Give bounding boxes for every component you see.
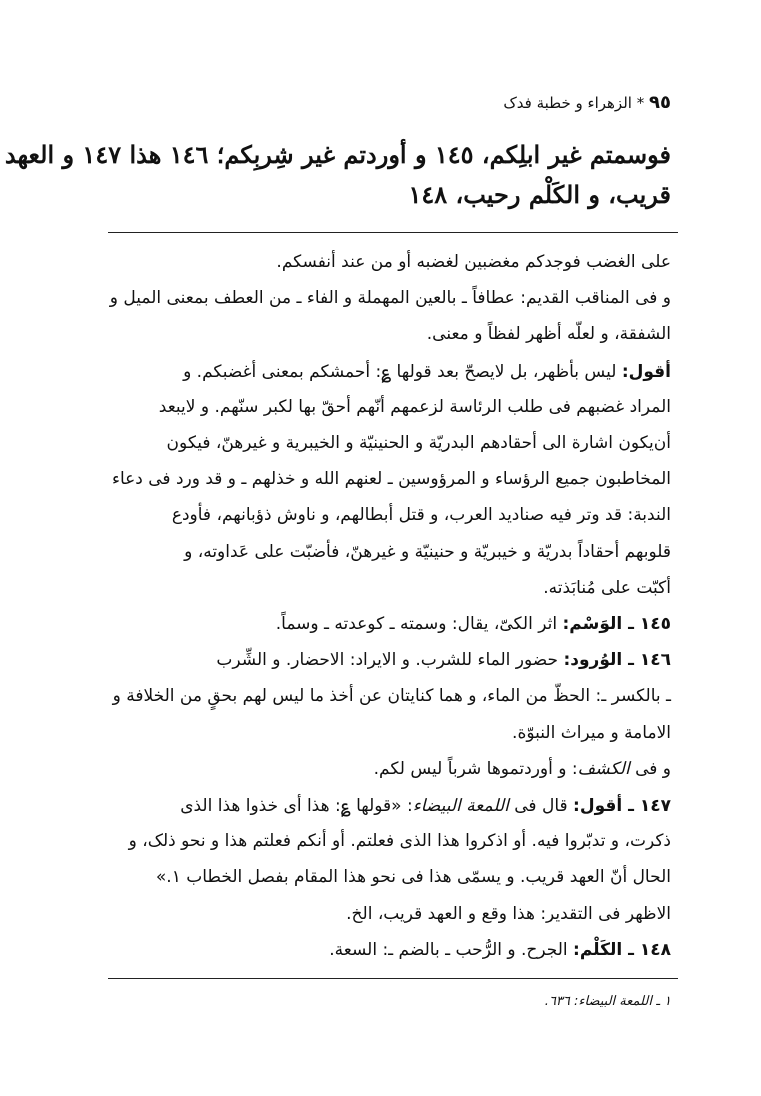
text-run: اثر الکیّ، یقال: وسمته ـ کوعدته ـ وسماً. — [275, 614, 563, 634]
text-run: المخاطبون جمیع الرؤساء و المرؤوسین ـ لعنهم الله و خذلهم ـ و قد ورد فی دعاء — [111, 469, 671, 490]
running-title: الزهراء و خطبة فدک — [503, 94, 632, 112]
text-run: : «قولها ؏: هذا أی خذوا هذا الذی — [180, 796, 413, 816]
text-run: ١٤٨ ـ الکَلْم: — [573, 939, 671, 960]
text-run: و فی المناقب القدیم: عطافاً ـ بالعین المهملة و الفاء ـ من العطف بمعنی المیل و — [109, 288, 671, 309]
commentary-line — [183, 361, 671, 382]
commentary-line — [159, 397, 671, 417]
text-run: أقول: — [621, 361, 671, 382]
text-run: الندبة: قد وتر فیه صنادید العرب، و قتل أبطالهم، و ناوش ذؤبانهم، فأودع — [171, 505, 671, 526]
text-run: ـ بالکسر ـ: الحظّ من الماء، و هما کنایتان عن أخذ ما لیس لهم بحقٍ من الخلافة و — [112, 686, 671, 707]
text-run: الشفقة، و لعلّه أظهر لفظاً و معنی. — [426, 324, 671, 345]
text-run: ذکرت، و تدبّروا فیه. أو اذکروا هذا الذی فعلتم. أو أنکم فعلتم هذا و نحو ذلک، و — [128, 831, 671, 852]
commentary-line — [216, 650, 671, 670]
text-run: المراد غضبهم فی طلب الرئاسة لزعمهم أنّهم أحقّ بها لکبر سنّهم. و لایبعد — [158, 396, 671, 417]
commentary-line — [543, 578, 671, 598]
commentary-line — [113, 686, 671, 706]
text-run: الاظهر فی التقدیر: هذا وقع و العهد قریب، الخ. — [346, 903, 671, 924]
commentary-line — [427, 324, 671, 344]
text-run: ١٤٦ ـ الوُرود: — [563, 650, 671, 671]
footnote-rule — [108, 978, 678, 979]
commentary-line — [184, 542, 671, 562]
main-text-line: قریب، و الکَلْم رحیب، ١٤٨ — [408, 180, 671, 209]
text-run: : و أوردتموها شرباً لیس لکم. — [373, 758, 578, 779]
text-run: ١٤٧ ـ أقول: — [573, 796, 671, 816]
commentary-line — [374, 759, 671, 779]
commentary-line — [129, 831, 671, 851]
text-run: الحال أنّ العهد قریب. و یسمّی هذا فی نحو هذا المقام بفصل الخطاب ١.» — [155, 867, 671, 888]
text-run: الامامة و میراث النبوّة. — [512, 722, 671, 743]
commentary-line — [180, 795, 671, 816]
text-run: قلوبهم أحقاداً بدریّة و خیبریّة و حنینیّة و غیرهنّ، فأضبّت علی عَداوته، و — [184, 541, 671, 562]
text-run: حضور الماء للشرب. و الایراد: الاحضار. و الشِّرب — [216, 650, 564, 671]
text-run: الکشف — [577, 758, 630, 779]
main-text-line: فوسمتم غیر ابلِکم، ١٤٥ و أوردتم غیر شِربِکم؛ ١٤٦ هذا ١٤٧ و العهد — [4, 140, 671, 169]
text-run: ١٤٥ ـ الوَسْم: — [562, 614, 671, 634]
commentary-line — [110, 288, 671, 308]
commentary-line — [156, 867, 671, 887]
page-number: ٩٥ — [649, 92, 671, 113]
text-run: اللمعة البیضاء — [412, 796, 509, 816]
footnote: ١ ـ اللمعة البیضاء: ٦٣٦. — [544, 994, 671, 1009]
commentary-line — [172, 505, 671, 525]
text-run: أن‌یکون اشارة الی أحقادهم البدریّة و الحنینیّة و الخیبریة و غیرهنّ، فیکون — [166, 433, 671, 453]
header-separator: * — [636, 94, 645, 112]
text-run: الجرح. و الرُّحب ـ بالضم ـ: السعة. — [329, 939, 574, 960]
commentary-line — [329, 940, 671, 960]
commentary-line — [276, 614, 671, 634]
text-run: علی الغضب فوجدکم مغضبین لغضبه أو من عند أنفسکم. — [276, 252, 671, 272]
commentary-line — [167, 433, 671, 453]
commentary-line — [112, 469, 671, 489]
commentary-line — [346, 904, 671, 924]
text-run: و فی — [629, 758, 671, 779]
separator-rule — [108, 232, 678, 233]
text-run: قال فی — [508, 796, 574, 816]
commentary-line — [276, 252, 671, 272]
commentary-line — [512, 723, 671, 743]
running-header — [503, 92, 671, 113]
text-run: أکبّت علی مُنابَذته. — [543, 577, 671, 598]
text-run: لیس بأظهر، بل لایصحّ بعد قولها ؏: أحمشکم بمعنی أغضبکم. و — [183, 361, 622, 382]
